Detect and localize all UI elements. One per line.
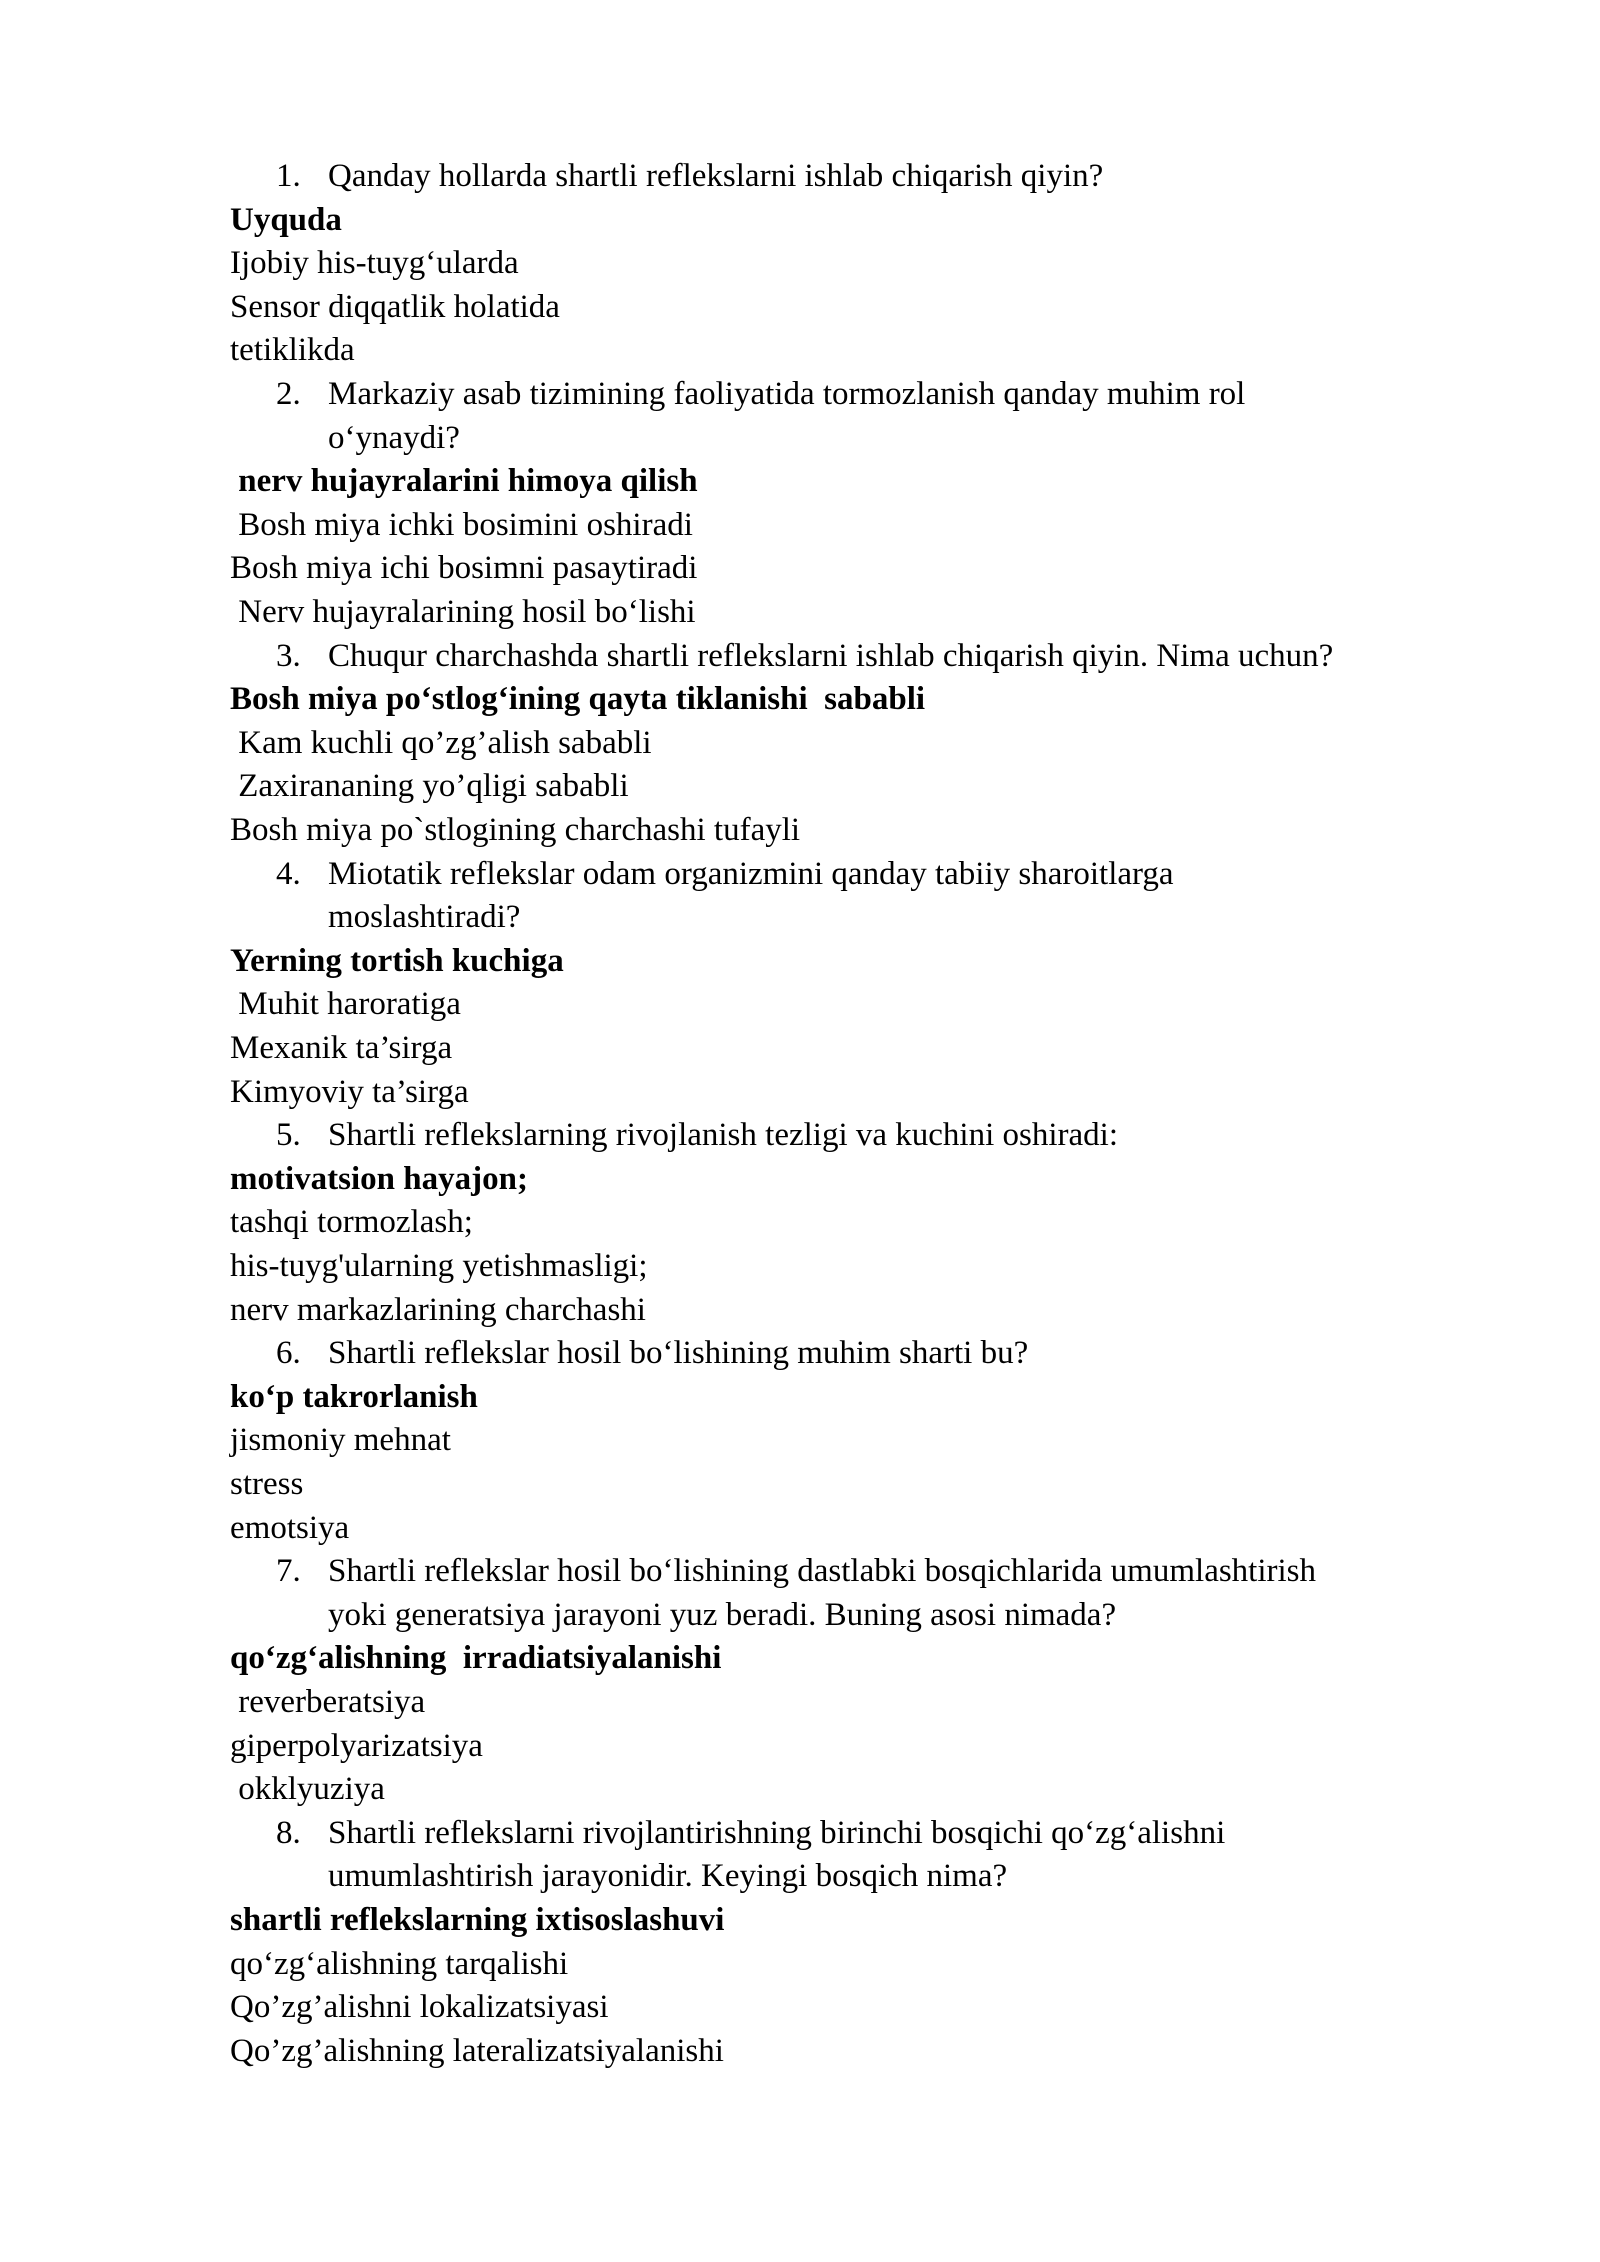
question-number: 1. (276, 158, 301, 194)
answer-option: Bosh miya ichki bosimini oshiradi (230, 506, 693, 543)
question-text-continuation: o‘ynaydi? (328, 419, 460, 456)
question-number: 3. (276, 637, 301, 674)
question-text: Shartli reflekslar hosil bo‘lishining muhim sharti bu? (328, 1335, 1029, 1372)
correct-answer-option: qo‘zg‘alishning irradiatsiyalanishi (230, 1640, 722, 1677)
answer-option: Mexanik ta’sirga (230, 1030, 453, 1066)
question-number: 8. (276, 1814, 301, 1851)
answer-option: qo‘zg‘alishning tarqalishi (230, 1945, 569, 1982)
question-text-continuation: yoki generatsiya jarayoni yuz beradi. Buning asosi nimada? (328, 1596, 1117, 1633)
answer-option: nerv markazlarining charchashi (230, 1291, 646, 1328)
answer-option: reverberatsiya (230, 1684, 426, 1720)
answer-option: jismoniy mehnat (230, 1422, 451, 1459)
question-text: Markaziy asab tizimining faoliyatida tormozlanish qanday muhim rol (328, 376, 1246, 412)
answer-option: Qo’zg’alishning lateralizatsiyalanishi (230, 2032, 724, 2069)
answer-option: giperpolyarizatsiya (230, 1727, 483, 1764)
correct-answer-option: Uyquda (230, 201, 342, 238)
correct-answer-option: shartli reflekslarning ixtisoslashuvi (230, 1902, 725, 1938)
answer-option: Qo’zg’alishni lokalizatsiyasi (230, 1989, 609, 2026)
answer-option: his-tuyg'ularning yetishmasligi; (230, 1248, 648, 1284)
answer-option: tashqi tormozlash; (230, 1204, 473, 1241)
question-text-continuation: umumlashtirish jarayonidir. Keyingi bosqich nima? (328, 1858, 1008, 1895)
question-text: Shartli reflekslarning rivojlanish tezligi va kuchini oshiradi: (328, 1117, 1118, 1154)
correct-answer-option: Yerning tortish kuchiga (230, 942, 564, 979)
answer-option: Kimyoviy ta’sirga (230, 1073, 469, 1110)
question-number: 2. (276, 376, 301, 412)
answer-option: Nerv hujayralarining hosil bo‘lishi (230, 594, 696, 630)
question-text-continuation: moslashtiradi? (328, 899, 521, 936)
question-number: 7. (276, 1553, 301, 1590)
question-number: 6. (276, 1335, 301, 1372)
answer-option: emotsiya (230, 1509, 350, 1546)
answer-option: Ijobiy his-tuyg‘ularda (230, 245, 519, 282)
answer-option: Sensor diqqatlik holatida (230, 288, 560, 325)
question-text: Shartli reflekslarni rivojlantirishning birinchi bosqichi qo‘zg‘alishni (328, 1814, 1226, 1851)
answer-option: Bosh miya po`stlogining charchashi tufayli (230, 812, 801, 848)
correct-answer-option: ko‘p takrorlanish (230, 1378, 478, 1415)
correct-answer-option: nerv hujayralarini himoya qilish (230, 463, 698, 500)
correct-answer-option: motivatsion hayajon; (230, 1160, 528, 1197)
answer-option: Kam kuchli qo’zg’alish sababli (230, 724, 652, 761)
correct-answer-option: Bosh miya po‘stlog‘ining qayta tiklanishi sababli (230, 681, 926, 718)
question-text: Qanday hollarda shartli reflekslarni ishlab chiqarish qiyin? (328, 158, 1104, 194)
answer-option: tetiklikda (230, 332, 355, 369)
question-text: Chuqur charchashda shartli reflekslarni ishlab chiqarish qiyin. Nima uchun? (328, 637, 1334, 674)
answer-option: Bosh miya ichi bosimni pasaytiradi (230, 550, 698, 587)
question-text: Shartli reflekslar hosil bo‘lishining dastlabki bosqichlarida umumlashtirish (328, 1553, 1317, 1590)
question-number: 5. (276, 1117, 301, 1154)
answer-option: okklyuziya (230, 1771, 385, 1808)
answer-option: Zaxirananing yo’qligi sababli (230, 768, 629, 805)
answer-option: stress (230, 1466, 304, 1502)
question-text: Miotatik reflekslar odam organizmini qanday tabiiy sharoitlarga (328, 855, 1174, 892)
answer-option: Muhit haroratiga (230, 986, 461, 1023)
question-number: 4. (276, 855, 301, 892)
